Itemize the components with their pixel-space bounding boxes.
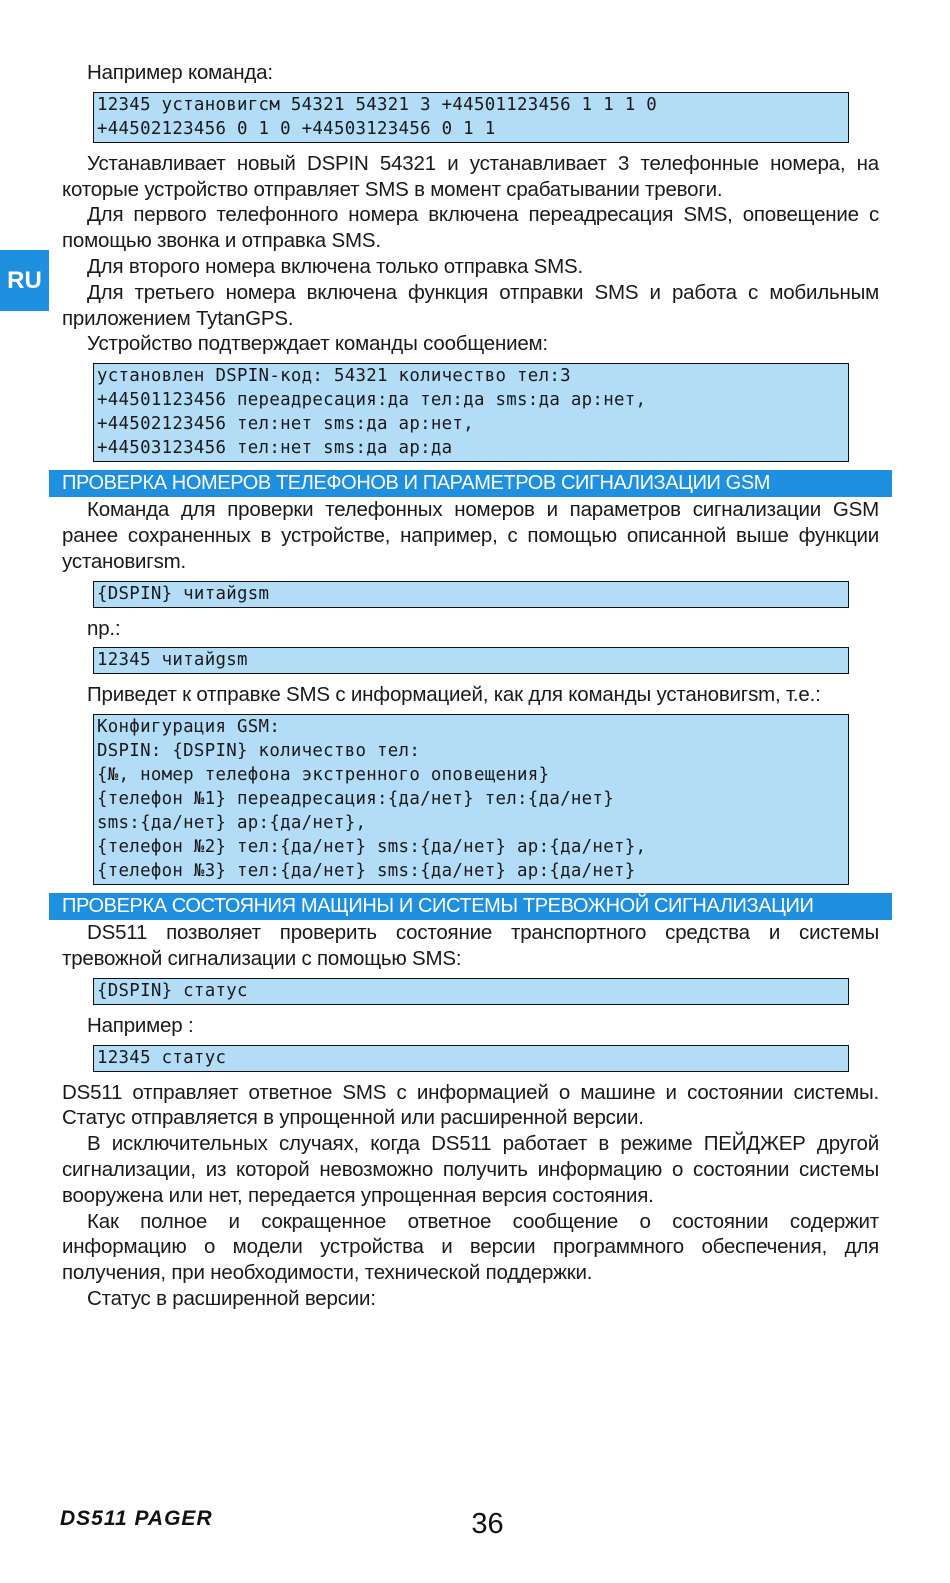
command-box: [93, 647, 849, 674]
command-line: установлен DSPIN-код: 54321 количество тел:3: [97, 366, 571, 387]
command-line: +44502123456 тел:нет sms:да ap:нет,: [97, 414, 474, 435]
section-heading: ПРОВЕРКА СОСТОЯНИЯ МАЩИНЫ И СИСТЕМЫ ТРЕВОЖНОЙ СИГНАЛИЗАЦИИ: [49, 893, 892, 920]
footer-brand: DS511 PAGER: [60, 1507, 213, 1530]
command-line: {DSPIN} читайgsm: [97, 583, 270, 604]
command-box: [93, 92, 849, 143]
paragraph: Устройство подтверждает команды сообщением:: [87, 332, 548, 356]
command-box: [93, 714, 849, 885]
paragraph: Приведет к отправке SMS с информацией, как для команды установигsm, т.е.:: [87, 683, 821, 707]
command-line: DSPIN: {DSPIN} количество тел:: [97, 741, 421, 762]
command-line: {телефон №3} тел:{да/нет} sms:{да/нет} ap:{да/нет}: [97, 861, 636, 882]
paragraph: Например команда:: [87, 61, 273, 84]
command-line: 12345 статус: [97, 1047, 227, 1068]
command-line: {телефон №1} переадресация:{да/нет} тел:{да/нет}: [97, 789, 614, 810]
paragraph: DS511 позволяет проверить состояние транспортного средства и системы тревожной сигнализации с помощью SMS:: [62, 921, 879, 970]
paragraph: Команда для проверки телефонных номеров и параметров сигнализации GSM ранее сохраненных в устройстве, например, с помощью описанной выше функции установигsm.: [62, 498, 879, 573]
paragraph: Например :: [87, 1013, 194, 1037]
command-line: {№, номер телефона экстренного оповещения}: [97, 765, 550, 786]
command-line: 12345 читайgsm: [97, 650, 248, 671]
command-line: {телефон №2} тел:{да/нет} sms:{да/нет} ap:{да/нет},: [97, 837, 647, 858]
paragraph: В исключительных случаях, когда DS511 работает в режиме ПЕЙДЖЕР другой сигнализации, из которой невозможно получить информацию о состоянии системы вооружена или нет, передается упрощенная версия состояния.: [62, 1132, 879, 1207]
command-line: Конфигурация GSM:: [97, 717, 281, 738]
document-body: [62, 60, 879, 1312]
language-tab: RU: [0, 250, 49, 311]
paragraph: Для первого телефонного номера включена переадресация SMS, оповещение с помощью звонка и отправка SMS.: [62, 203, 879, 253]
page-number: 36: [471, 1508, 504, 1540]
paragraph: DS511 отправляет ответное SMS с информацией о машине и состоянии системы. Статус отправляется в упрощенной или расширенной версии.: [62, 1080, 879, 1130]
command-box: [93, 1045, 849, 1072]
command-line: {DSPIN} статус: [97, 980, 248, 1001]
paragraph: Для третьего номера включена функция отправки SMS и работа с мобильным приложением TytanGPS.: [62, 280, 879, 330]
paragraph: Статус в расширенной версии:: [87, 1286, 376, 1310]
command-line: +44503123456 тел:нет sms:да ap:да: [97, 438, 453, 459]
command-line: 12345 установигсм 54321 54321 3 +44501123456 1 1 1 0: [97, 94, 658, 115]
command-box: [93, 978, 849, 1005]
command-line: +44501123456 переадресация:да тел:да sms:да ap:нет,: [97, 390, 647, 411]
paragraph: Для второго номера включена только отправка SMS.: [87, 254, 583, 278]
command-line: +44502123456 0 1 0 +44503123456 0 1 1: [97, 118, 496, 139]
command-line: sms:{да/нет} ap:{да/нет},: [97, 813, 367, 834]
paragraph: Как полное и сокращенное ответное сообщение о состоянии содержит информацию о модели устройства и версии программного обеспечения, для получения, при необходимости, технической поддержки.: [62, 1209, 879, 1285]
section-heading: ПРОВЕРКА НОМЕРОВ ТЕЛЕФОНОВ И ПАРАМЕТРОВ СИГНАЛИЗАЦИИ GSM: [49, 470, 892, 497]
paragraph: Устанавливает новый DSPIN 54321 и устанавливает 3 телефонные номера, на которые устройство отправляет SMS в момент срабатывании тревоги.: [62, 151, 879, 201]
command-box: [93, 363, 849, 462]
command-box: [93, 581, 849, 608]
paragraph: np.:: [87, 616, 121, 640]
